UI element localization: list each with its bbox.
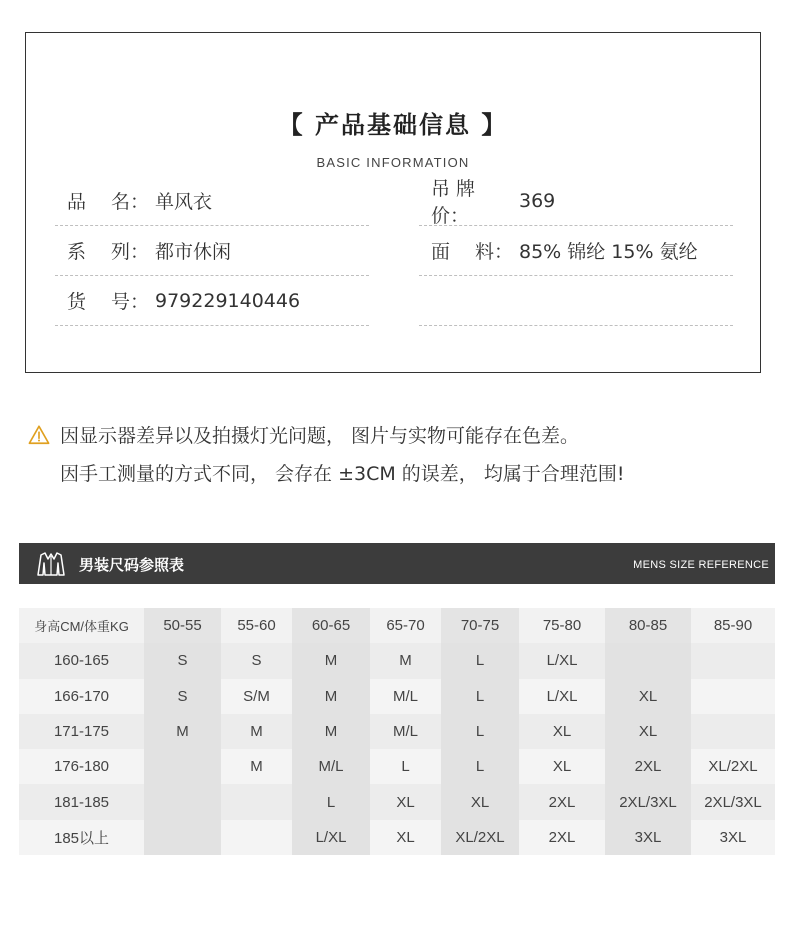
info-row-fabric xyxy=(419,226,733,276)
size-table xyxy=(19,608,775,855)
size-cell: 2XL xyxy=(519,820,605,855)
height-label: 176-180 xyxy=(19,749,144,784)
notice-line-1 xyxy=(28,421,579,448)
size-cell: XL/2XL xyxy=(441,820,519,855)
table-row xyxy=(19,643,775,678)
size-cell: L xyxy=(441,643,519,678)
height-label: 160-165 xyxy=(19,643,144,678)
weight-header: 50-55 xyxy=(144,608,221,643)
weight-header: 85-90 xyxy=(691,608,775,643)
weight-header: 65-70 xyxy=(370,608,441,643)
info-label: 面 料： xyxy=(431,241,514,263)
notice-text-2: 因手工测量的方式不同， 会存在 ±3CM 的误差， 均属于合理范围! xyxy=(60,463,625,485)
size-cell: L xyxy=(292,784,370,819)
size-cell xyxy=(691,679,775,714)
size-cell: L xyxy=(441,679,519,714)
size-cell: M xyxy=(221,714,292,749)
size-cell: L/XL xyxy=(519,679,605,714)
size-cell: XL xyxy=(519,749,605,784)
size-chart-title: 男装尺码参照表 xyxy=(79,556,185,574)
info-row-empty xyxy=(419,276,733,326)
size-cell: M/L xyxy=(370,679,441,714)
info-row-price xyxy=(419,176,733,226)
size-cell: XL xyxy=(441,784,519,819)
table-row xyxy=(19,679,775,714)
table-row xyxy=(19,714,775,749)
weight-header: 80-85 xyxy=(605,608,691,643)
size-cell: L xyxy=(441,714,519,749)
info-label: 货 号： xyxy=(67,291,150,313)
size-cell: M xyxy=(292,679,370,714)
info-label: 系 列： xyxy=(67,241,150,263)
info-row-name xyxy=(55,176,369,226)
size-cell: S xyxy=(144,679,221,714)
height-label: 171-175 xyxy=(19,714,144,749)
size-cell: XL xyxy=(519,714,605,749)
warning-triangle-icon xyxy=(28,424,50,446)
size-cell: M/L xyxy=(370,714,441,749)
table-row xyxy=(19,820,775,855)
weight-header: 75-80 xyxy=(519,608,605,643)
size-cell: S xyxy=(144,643,221,678)
jacket-logo-icon xyxy=(37,551,65,577)
size-cell xyxy=(144,749,221,784)
notice-line-2 xyxy=(60,459,624,486)
weight-header: 70-75 xyxy=(441,608,519,643)
info-value: 979229140446 xyxy=(155,289,301,312)
info-row-series xyxy=(55,226,369,276)
size-cell: L xyxy=(441,749,519,784)
info-title: 【 产品基础信息 】 xyxy=(278,111,508,139)
size-cell: 2XL/3XL xyxy=(605,784,691,819)
info-subtitle: BASIC INFORMATION xyxy=(316,155,470,170)
size-cell: XL xyxy=(370,784,441,819)
corner-label: 身高CM/体重KG xyxy=(19,608,144,643)
table-header-row xyxy=(19,608,775,643)
size-cell: L/XL xyxy=(292,820,370,855)
size-cell: L/XL xyxy=(519,643,605,678)
size-cell xyxy=(221,784,292,819)
info-label: 吊 牌 价： xyxy=(431,177,476,227)
height-label: 166-170 xyxy=(19,679,144,714)
size-cell: 2XL xyxy=(605,749,691,784)
size-cell xyxy=(691,643,775,678)
table-row xyxy=(19,784,775,819)
size-cell: M xyxy=(292,714,370,749)
size-cell: XL xyxy=(605,679,691,714)
size-cell xyxy=(221,820,292,855)
size-cell xyxy=(144,820,221,855)
info-value: 369 xyxy=(519,189,556,212)
size-cell: M xyxy=(292,643,370,678)
size-chart-header xyxy=(19,543,775,584)
size-cell: M/L xyxy=(292,749,370,784)
size-cell: M xyxy=(144,714,221,749)
size-cell xyxy=(144,784,221,819)
size-cell: S xyxy=(221,643,292,678)
size-cell: XL/2XL xyxy=(691,749,775,784)
table-row xyxy=(19,749,775,784)
size-cell xyxy=(691,714,775,749)
info-value: 单风衣 xyxy=(155,191,213,213)
weight-header: 55-60 xyxy=(221,608,292,643)
size-cell: XL xyxy=(605,714,691,749)
size-cell: 2XL/3XL xyxy=(691,784,775,819)
size-cell: M xyxy=(370,643,441,678)
height-label: 185以上 xyxy=(19,820,144,855)
notice-text-1: 因显示器差异以及拍摄灯光问题， 图片与实物可能存在色差。 xyxy=(60,425,580,447)
info-label: 品 名： xyxy=(67,191,150,213)
size-cell: M xyxy=(221,749,292,784)
size-cell xyxy=(605,643,691,678)
size-chart-reference: MENS SIZE REFERENCE xyxy=(633,559,769,571)
size-cell: S/M xyxy=(221,679,292,714)
weight-header: 60-65 xyxy=(292,608,370,643)
size-cell: 3XL xyxy=(691,820,775,855)
info-value: 85% 锦纶 15% 氨纶 xyxy=(519,241,698,263)
info-row-item-number xyxy=(55,276,369,326)
size-cell: 2XL xyxy=(519,784,605,819)
info-value: 都市休闲 xyxy=(155,241,232,263)
size-cell: 3XL xyxy=(605,820,691,855)
height-label: 181-185 xyxy=(19,784,144,819)
size-cell: L xyxy=(370,749,441,784)
size-cell: XL xyxy=(370,820,441,855)
